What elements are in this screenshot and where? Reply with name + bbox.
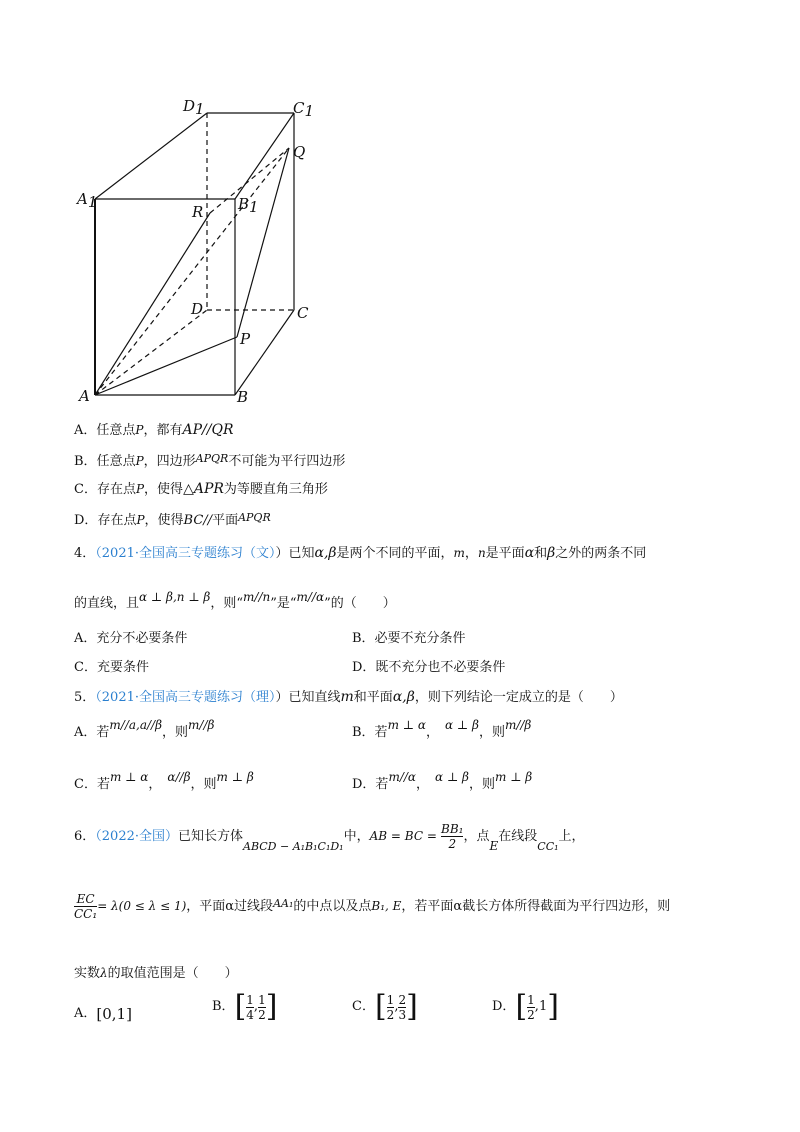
q4-stem-line1: 4．（2021·全国高三专题练习（文））已知α,β是两个不同的平面，m，n是平面α和β之外的两条不同 bbox=[74, 545, 647, 561]
q6-option-c[interactable]: C．[ $\frac{1}{2}$ , $\frac{2}{3}$ ] bbox=[352, 989, 418, 1024]
label-b: B bbox=[237, 388, 249, 406]
q6-option-b[interactable]: B．[ $\frac{1}{4}$ , $\frac{1}{2}$ ] bbox=[212, 989, 278, 1024]
label-c1: C1 bbox=[293, 99, 315, 120]
label-d: D bbox=[191, 300, 204, 318]
q6-stem-line2: $\frac{EC}{\text{CC₁}}$ = λ(0 ≤ λ ≤ 1)，平面α过线段$^{AA_1}$的中点以及点B₁, E，若平面α截长方体所得截面为平行四边形，则 bbox=[74, 892, 671, 921]
q4-option-a[interactable]: A．充分不必要条件 bbox=[74, 631, 188, 646]
q3-option-d[interactable]: D．存在点P，使得BC//平面$^{APQR}$ bbox=[74, 511, 271, 528]
q5-stem: 5．（2021·全国高三专题练习（理））已知直线m和平面α,β，则下列结论一定成立的是（ ） bbox=[74, 689, 623, 705]
q6-option-d[interactable]: D．[ $\frac{1}{2}$ ,1] bbox=[492, 989, 559, 1024]
q4-source: （2021·全国高三专题练习（文） bbox=[95, 546, 276, 561]
label-p: P bbox=[240, 330, 251, 348]
q6-stem-line1: 6．（2022·全国）已知长方体$_{ABCD - A_1B_1C_1D_1}$中，AB = BC = $\frac{\text{BB₁}}{2}$ ，点E在线段$_{CC_1}$上， bbox=[74, 822, 585, 853]
q3-option-b[interactable]: B．任意点P，四边形$^{APQR}$不可能为平行四边形 bbox=[74, 452, 346, 469]
q6-stem-line3: 实数λ的取值范围是（ ） bbox=[74, 966, 238, 981]
q3-option-c[interactable]: C．存在点P，使得△APR为等腰直角三角形 bbox=[74, 481, 328, 497]
q6-option-a[interactable]: A．[0,1] bbox=[74, 1005, 132, 1023]
q4-option-c[interactable]: C．充要条件 bbox=[74, 660, 149, 675]
label-a1: A1 bbox=[77, 190, 98, 211]
q6-source: （2022·全国） bbox=[95, 829, 178, 844]
q6-ratio-fraction: $\frac{EC}{\text{CC₁}}$ bbox=[74, 892, 98, 921]
q6-fraction: $\frac{\text{BB₁}}{2}$ bbox=[441, 822, 464, 851]
label-b1: B1 bbox=[238, 195, 259, 216]
label-q: Q bbox=[293, 143, 306, 161]
q4-stem-line2: 的直线，且α ⊥ β,n ⊥ β，则“m//n”是“m//α”的（ ） bbox=[74, 590, 396, 611]
label-d1: D1 bbox=[183, 97, 205, 118]
prism-figure bbox=[70, 95, 330, 415]
q5-source: （2021·全国高三专题练习（理） bbox=[95, 690, 276, 705]
q5-option-b[interactable]: B．若m ⊥ α， α ⊥ β，则m//β bbox=[352, 718, 532, 740]
label-c: C bbox=[297, 304, 309, 322]
q4-option-b[interactable]: B．必要不充分条件 bbox=[352, 631, 466, 646]
q5-option-c[interactable]: C．若m ⊥ α， α//β，则m ⊥ β bbox=[74, 770, 254, 792]
label-a: A bbox=[79, 387, 90, 405]
q3-option-a[interactable]: A．任意点P，都有AP//QR bbox=[74, 422, 234, 438]
q5-option-a[interactable]: A．若m//a,a//β，则m//β bbox=[74, 718, 215, 740]
q4-option-d[interactable]: D．既不充分也不必要条件 bbox=[352, 660, 506, 675]
label-r: R bbox=[192, 203, 204, 221]
q5-option-d[interactable]: D．若m//α， α ⊥ β，则m ⊥ β bbox=[352, 770, 533, 792]
